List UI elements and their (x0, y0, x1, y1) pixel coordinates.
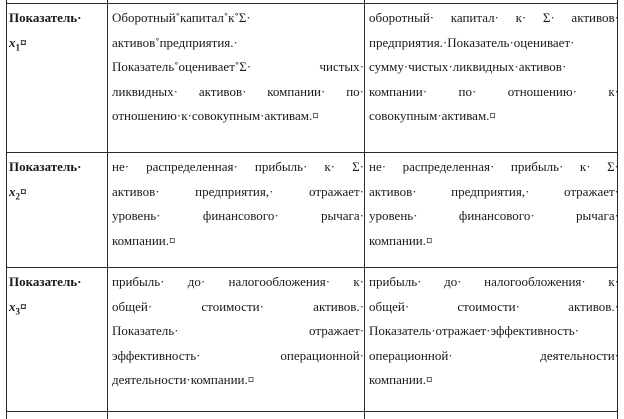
text-line: отношению·к·совокупным·активам.¤ (112, 108, 319, 123)
text-line: активов· предприятия,· отражает· (112, 183, 364, 199)
text-line: операционной· деятельности· (369, 347, 619, 363)
table-border-left (6, 0, 7, 419)
row-label: Показатель· (9, 159, 82, 174)
variable-name: $x_3¤$ (9, 298, 27, 317)
row-1-description-cell (112, 6, 364, 129)
row-3-label-cell (9, 270, 104, 324)
row-3-description-cell (112, 270, 364, 393)
variable-name: $x_1¤$ (9, 34, 27, 53)
row-rule-1 (6, 152, 618, 153)
text-line: уровень· финансового· рычага· (369, 208, 619, 223)
text-line: эффективность· операционной· (112, 347, 364, 363)
text-line: сумму·чистых·ликвидных·активов· (369, 59, 567, 74)
row-2-label-cell (9, 155, 104, 209)
text-line: прибыль· до· налогообложения· к· (369, 274, 619, 289)
text-line: Показатель˚оценивает˚Σ· чистых· (112, 59, 364, 74)
text-line: Показатель· отражает· (112, 323, 364, 338)
row-rule-3 (6, 411, 618, 412)
text-line: предприятия.·Показатель·оценивает· (369, 34, 575, 50)
row-rule-top (6, 3, 618, 4)
text-line: прибыль· до· налогообложения· к· (112, 274, 364, 289)
text-line: совокупным·активам.¤ (369, 108, 496, 123)
text-line: оборотный· капитал· к· Σ· активов· (369, 10, 619, 25)
text-line: Оборотный˚капитал˚к˚Σ· (112, 10, 251, 25)
row-rule-2 (6, 267, 618, 268)
column-divider-1 (107, 0, 108, 419)
row-label: Показатель· (9, 274, 82, 289)
text-line: компании· по· отношению· к· (369, 83, 619, 99)
text-line: деятельности·компании.¤ (112, 372, 255, 387)
row-3-alt-description-cell (369, 270, 619, 393)
text-line: уровень· финансового· рычага· (112, 208, 364, 223)
row-2-description-cell (112, 155, 364, 253)
text-line: ликвидных· активов· компании· по· (112, 83, 364, 99)
text-line: общей· стоимости· активов.· (112, 298, 364, 314)
column-divider-2 (364, 0, 365, 419)
text-line: общей· стоимости· активов.· (369, 298, 619, 314)
row-label: Показатель· (9, 10, 82, 25)
text-line: Показатель·отражает·эффективность· (369, 323, 579, 338)
text-line: не· распределенная· прибыль· к· Σ· (112, 159, 364, 174)
text-line: компании.¤ (112, 232, 176, 248)
comparison-table (6, 0, 618, 419)
text-line: активов˚предприятия.· (112, 34, 238, 50)
row-1-label-cell (9, 6, 104, 60)
text-line: активов· предприятия,· отражает· (369, 183, 619, 199)
row-2-alt-description-cell (369, 155, 619, 253)
variable-name: $x_2¤$ (9, 183, 27, 202)
row-1-alt-description-cell (369, 6, 619, 129)
text-line: не· распределенная· прибыль· к· Σ· (369, 159, 619, 174)
text-line: компании.¤ (369, 232, 433, 248)
text-line: компании.¤ (369, 372, 433, 387)
